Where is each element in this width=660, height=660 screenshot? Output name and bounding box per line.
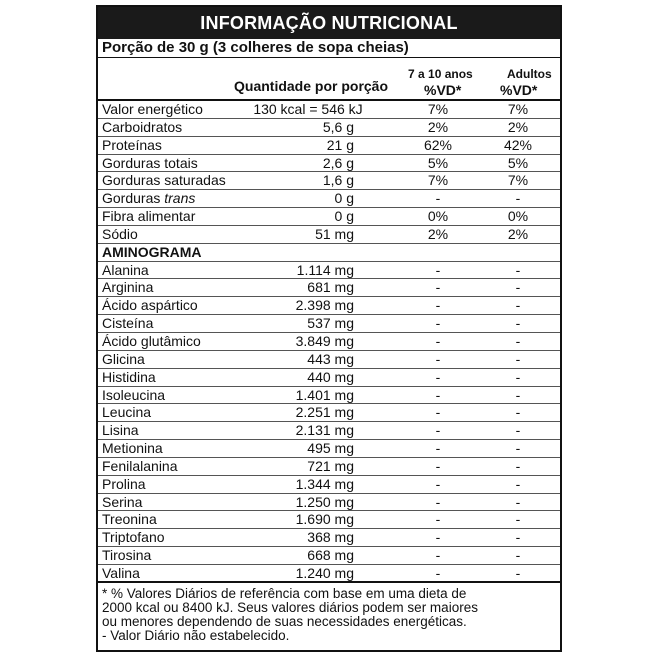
row-vd-adults: - — [515, 547, 521, 564]
row-quantity: 5,6 g — [322, 118, 354, 135]
row-name: Proteínas — [102, 136, 162, 153]
row-vd-adults: - — [515, 475, 521, 492]
column-header — [98, 58, 560, 101]
row-quantity: 537 mg — [307, 315, 354, 332]
row-vd-kids: - — [435, 511, 441, 528]
row-vd-kids: 7% — [427, 172, 449, 189]
kids-header: 7 a 10 anos — [408, 67, 473, 81]
row-vd-kids: 2% — [427, 225, 449, 242]
row-name: Ácido glutâmico — [102, 332, 201, 349]
row-vd-kids: - — [435, 422, 441, 439]
row-name: Alanina — [102, 261, 149, 278]
row-vd-adults: - — [515, 368, 521, 385]
row-vd-adults: - — [515, 440, 521, 457]
row-vd-kids: 62% — [423, 136, 453, 153]
row-quantity: 681 mg — [307, 279, 354, 296]
row-quantity: 1,6 g — [322, 172, 354, 189]
row-vd-adults: 5% — [507, 154, 529, 171]
row-quantity: 1.240 mg — [295, 564, 354, 581]
row-quantity: 0 g — [334, 190, 354, 207]
row-vd-adults: - — [515, 350, 521, 367]
table-row — [98, 547, 560, 565]
row-vd-kids: - — [435, 315, 441, 332]
table-row — [98, 404, 560, 422]
row-vd-kids: - — [435, 547, 441, 564]
row-vd-kids: 2% — [427, 118, 449, 135]
row-quantity: 1.250 mg — [295, 493, 354, 510]
table-row — [98, 137, 560, 155]
table-row — [98, 172, 560, 190]
row-quantity: 668 mg — [307, 547, 354, 564]
portion-size: Porção de 30 g (3 colheres de sopa cheias) — [98, 39, 560, 58]
row-vd-adults: - — [515, 190, 521, 207]
kids-vd-header: %VD* — [424, 82, 462, 98]
row-vd-adults: 42% — [503, 136, 533, 153]
row-name: Metionina — [102, 440, 163, 457]
table-row — [98, 458, 560, 476]
row-vd-adults: - — [515, 457, 521, 474]
row-vd-adults: - — [515, 529, 521, 546]
table-row — [98, 315, 560, 333]
row-name: Carboidratos — [102, 118, 183, 135]
table-row — [98, 476, 560, 494]
table-row — [98, 369, 560, 387]
table-row — [98, 101, 560, 119]
row-vd-adults: - — [515, 386, 521, 403]
row-name: Gorduras saturadas — [102, 172, 226, 189]
quantity-header: Quantidade por porção — [234, 78, 389, 94]
row-quantity: 21 g — [326, 136, 354, 153]
row-quantity: 0 g — [334, 208, 354, 225]
row-vd-adults: 7% — [507, 101, 529, 117]
table-row — [98, 226, 560, 244]
table-row — [98, 279, 560, 297]
row-vd-adults: 2% — [507, 225, 529, 242]
row-vd-kids: - — [435, 297, 441, 314]
row-vd-kids: - — [435, 368, 441, 385]
row-quantity: 1.344 mg — [295, 475, 354, 492]
nutrition-facts-label — [96, 5, 562, 652]
row-vd-kids: - — [435, 404, 441, 421]
row-quantity: 1.401 mg — [295, 386, 354, 403]
row-quantity: 2.398 mg — [295, 297, 354, 314]
row-name: Fenilalanina — [102, 457, 178, 474]
table-row — [98, 297, 560, 315]
row-name: Valina — [102, 564, 140, 581]
adults-header: Adultos — [507, 67, 552, 81]
row-vd-kids: - — [435, 493, 441, 510]
row-vd-adults: - — [515, 279, 521, 296]
row-vd-kids: - — [435, 564, 441, 581]
row-quantity: 721 mg — [307, 457, 354, 474]
row-vd-kids: - — [435, 457, 441, 474]
row-vd-kids: - — [435, 529, 441, 546]
table-row — [98, 262, 560, 280]
row-vd-kids: 5% — [427, 154, 449, 171]
row-name: Cisteína — [102, 315, 154, 332]
row-quantity: 2.131 mg — [295, 422, 354, 439]
row-vd-adults: - — [515, 297, 521, 314]
row-name: Triptofano — [102, 529, 165, 546]
row-name: Glicina — [102, 350, 145, 367]
row-name: Isoleucina — [102, 386, 166, 403]
row-vd-adults: - — [515, 511, 521, 528]
table-row — [98, 387, 560, 405]
row-name: Serina — [102, 493, 143, 510]
row-vd-kids: - — [435, 332, 441, 349]
row-name: Gorduras trans — [102, 190, 196, 207]
aminogram-heading: AMINOGRAMA — [98, 244, 560, 262]
nutrient-table — [98, 101, 560, 244]
row-quantity: 443 mg — [307, 350, 354, 367]
footnote — [98, 583, 560, 643]
row-quantity: 51 mg — [315, 225, 354, 242]
table-row — [98, 494, 560, 512]
footnote-line: ou menores dependendo de suas necessidades energéticas. — [102, 613, 467, 629]
row-quantity: 1.114 mg — [296, 261, 354, 278]
row-quantity: 2.251 mg — [295, 404, 354, 421]
row-quantity: 130 kcal = 546 kJ — [253, 101, 363, 117]
table-row — [98, 440, 560, 458]
aminogram-table — [98, 262, 560, 583]
row-vd-kids: - — [435, 279, 441, 296]
row-quantity: 368 mg — [307, 529, 354, 546]
row-name: Ácido aspártico — [102, 297, 198, 314]
footnote-line: - Valor Diário não estabelecido. — [102, 627, 290, 643]
row-vd-kids: - — [435, 190, 441, 207]
row-vd-adults: - — [515, 315, 521, 332]
row-vd-adults: - — [515, 564, 521, 581]
row-quantity: 2,6 g — [322, 154, 354, 171]
row-name: Tirosina — [102, 547, 152, 564]
row-name: Gorduras totais — [102, 154, 198, 171]
row-quantity: 440 mg — [307, 368, 354, 385]
table-row — [98, 351, 560, 369]
label-title: INFORMAÇÃO NUTRICIONAL — [98, 7, 560, 39]
row-vd-adults: 0% — [507, 208, 529, 225]
row-vd-kids: - — [435, 475, 441, 492]
row-vd-kids: - — [435, 386, 441, 403]
table-row — [98, 155, 560, 173]
row-vd-adults: 2% — [507, 118, 529, 135]
row-vd-kids: - — [435, 440, 441, 457]
footnote-line: 2000 kcal ou 8400 kJ. Seus valores diários podem ser maiores — [102, 599, 478, 615]
row-vd-kids: - — [435, 350, 441, 367]
row-vd-adults: - — [515, 261, 521, 278]
row-name: Histidina — [102, 368, 156, 385]
table-row — [98, 333, 560, 351]
row-vd-adults: - — [515, 493, 521, 510]
table-row — [98, 119, 560, 137]
row-name: Lisina — [102, 422, 139, 439]
table-row — [98, 529, 560, 547]
row-quantity: 3.849 mg — [295, 332, 354, 349]
row-name: Fibra alimentar — [102, 208, 196, 225]
table-row — [98, 190, 560, 208]
row-vd-kids: - — [435, 261, 441, 278]
row-quantity: 1.690 mg — [295, 511, 354, 528]
adults-vd-header: %VD* — [500, 82, 538, 98]
table-row — [98, 422, 560, 440]
table-row — [98, 565, 560, 583]
table-row — [98, 208, 560, 226]
row-quantity: 495 mg — [307, 440, 354, 457]
footnote-line: * % Valores Diários de referência com base em uma dieta de — [102, 585, 467, 601]
row-name: Prolina — [102, 475, 146, 492]
row-vd-kids: 0% — [427, 208, 449, 225]
row-name: Arginina — [102, 279, 154, 296]
table-row — [98, 511, 560, 529]
row-name: Sódio — [102, 225, 138, 242]
row-vd-adults: - — [515, 404, 521, 421]
row-vd-kids: 7% — [427, 101, 449, 117]
row-name: Treonina — [102, 511, 157, 528]
row-name: Leucina — [102, 404, 152, 421]
row-vd-adults: 7% — [507, 172, 529, 189]
row-vd-adults: - — [515, 422, 521, 439]
row-vd-adults: - — [515, 332, 521, 349]
row-name: Valor energético — [102, 101, 203, 117]
